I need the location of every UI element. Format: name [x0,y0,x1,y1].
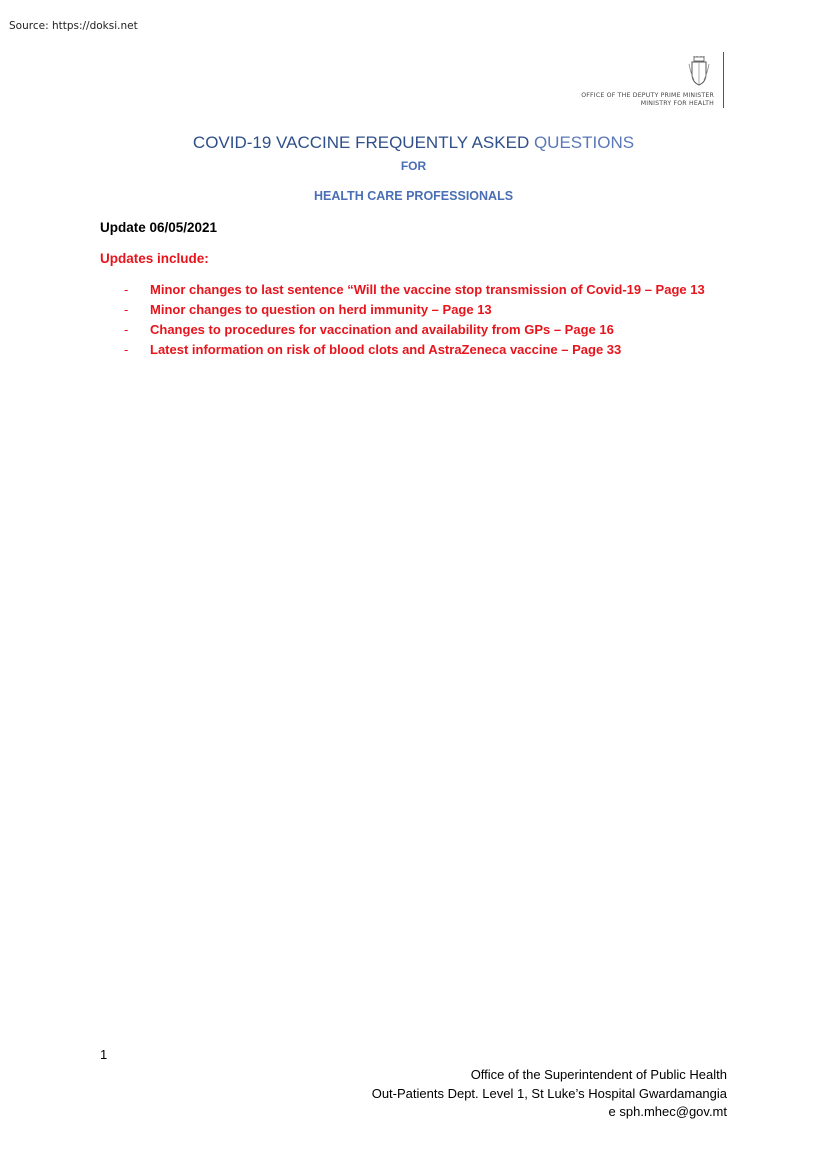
ministry-logo [524,52,724,110]
list-dash: - [124,322,129,337]
list-item-text: Changes to procedures for vaccination and availability from GPs – Page 16 [150,322,614,337]
page-number: 1 [100,1047,108,1062]
title-for: FOR [400,159,427,173]
logo-divider [723,52,724,108]
list-dash: - [124,302,129,317]
ministry-line-2: MINISTRY FOR HEALTH [640,100,714,107]
list-item-text: Minor changes to question on herd immunity – Page 13 [150,302,492,317]
title-main: COVID-19 VACCINE FREQUENTLY ASKED [192,133,534,152]
title-audience: HEALTH CARE PROFESSIONALS [313,189,514,203]
ministry-line-1: OFFICE OF THE DEPUTY PRIME MINISTER [581,92,714,99]
ministry-name [581,92,714,108]
title-accent: QUESTIONS [533,133,635,152]
footer-office: Office of the Superintendent of Public Health [470,1067,727,1082]
updates-heading: Updates include: [100,251,209,266]
footer-location: Out-Patients Dept. Level 1, St Luke’s Hospital Gwardamangia [371,1085,727,1101]
list-dash: - [124,342,129,357]
coat-of-arms-icon [688,56,710,86]
source-url: Source: https://doksi.net [9,20,138,32]
footer-address [372,1066,727,1122]
list-dash: - [124,282,129,297]
document-title [0,133,827,153]
list-item-text: Minor changes to last sentence “Will the vaccine stop transmission of Covid-19 – Page 13 [150,282,705,297]
update-date: Update 06/05/2021 [100,220,218,235]
footer-email: e sph.mhec@gov.mt [608,1104,727,1119]
list-item-text: Latest information on risk of blood clots and AstraZeneca vaccine – Page 33 [150,342,622,357]
